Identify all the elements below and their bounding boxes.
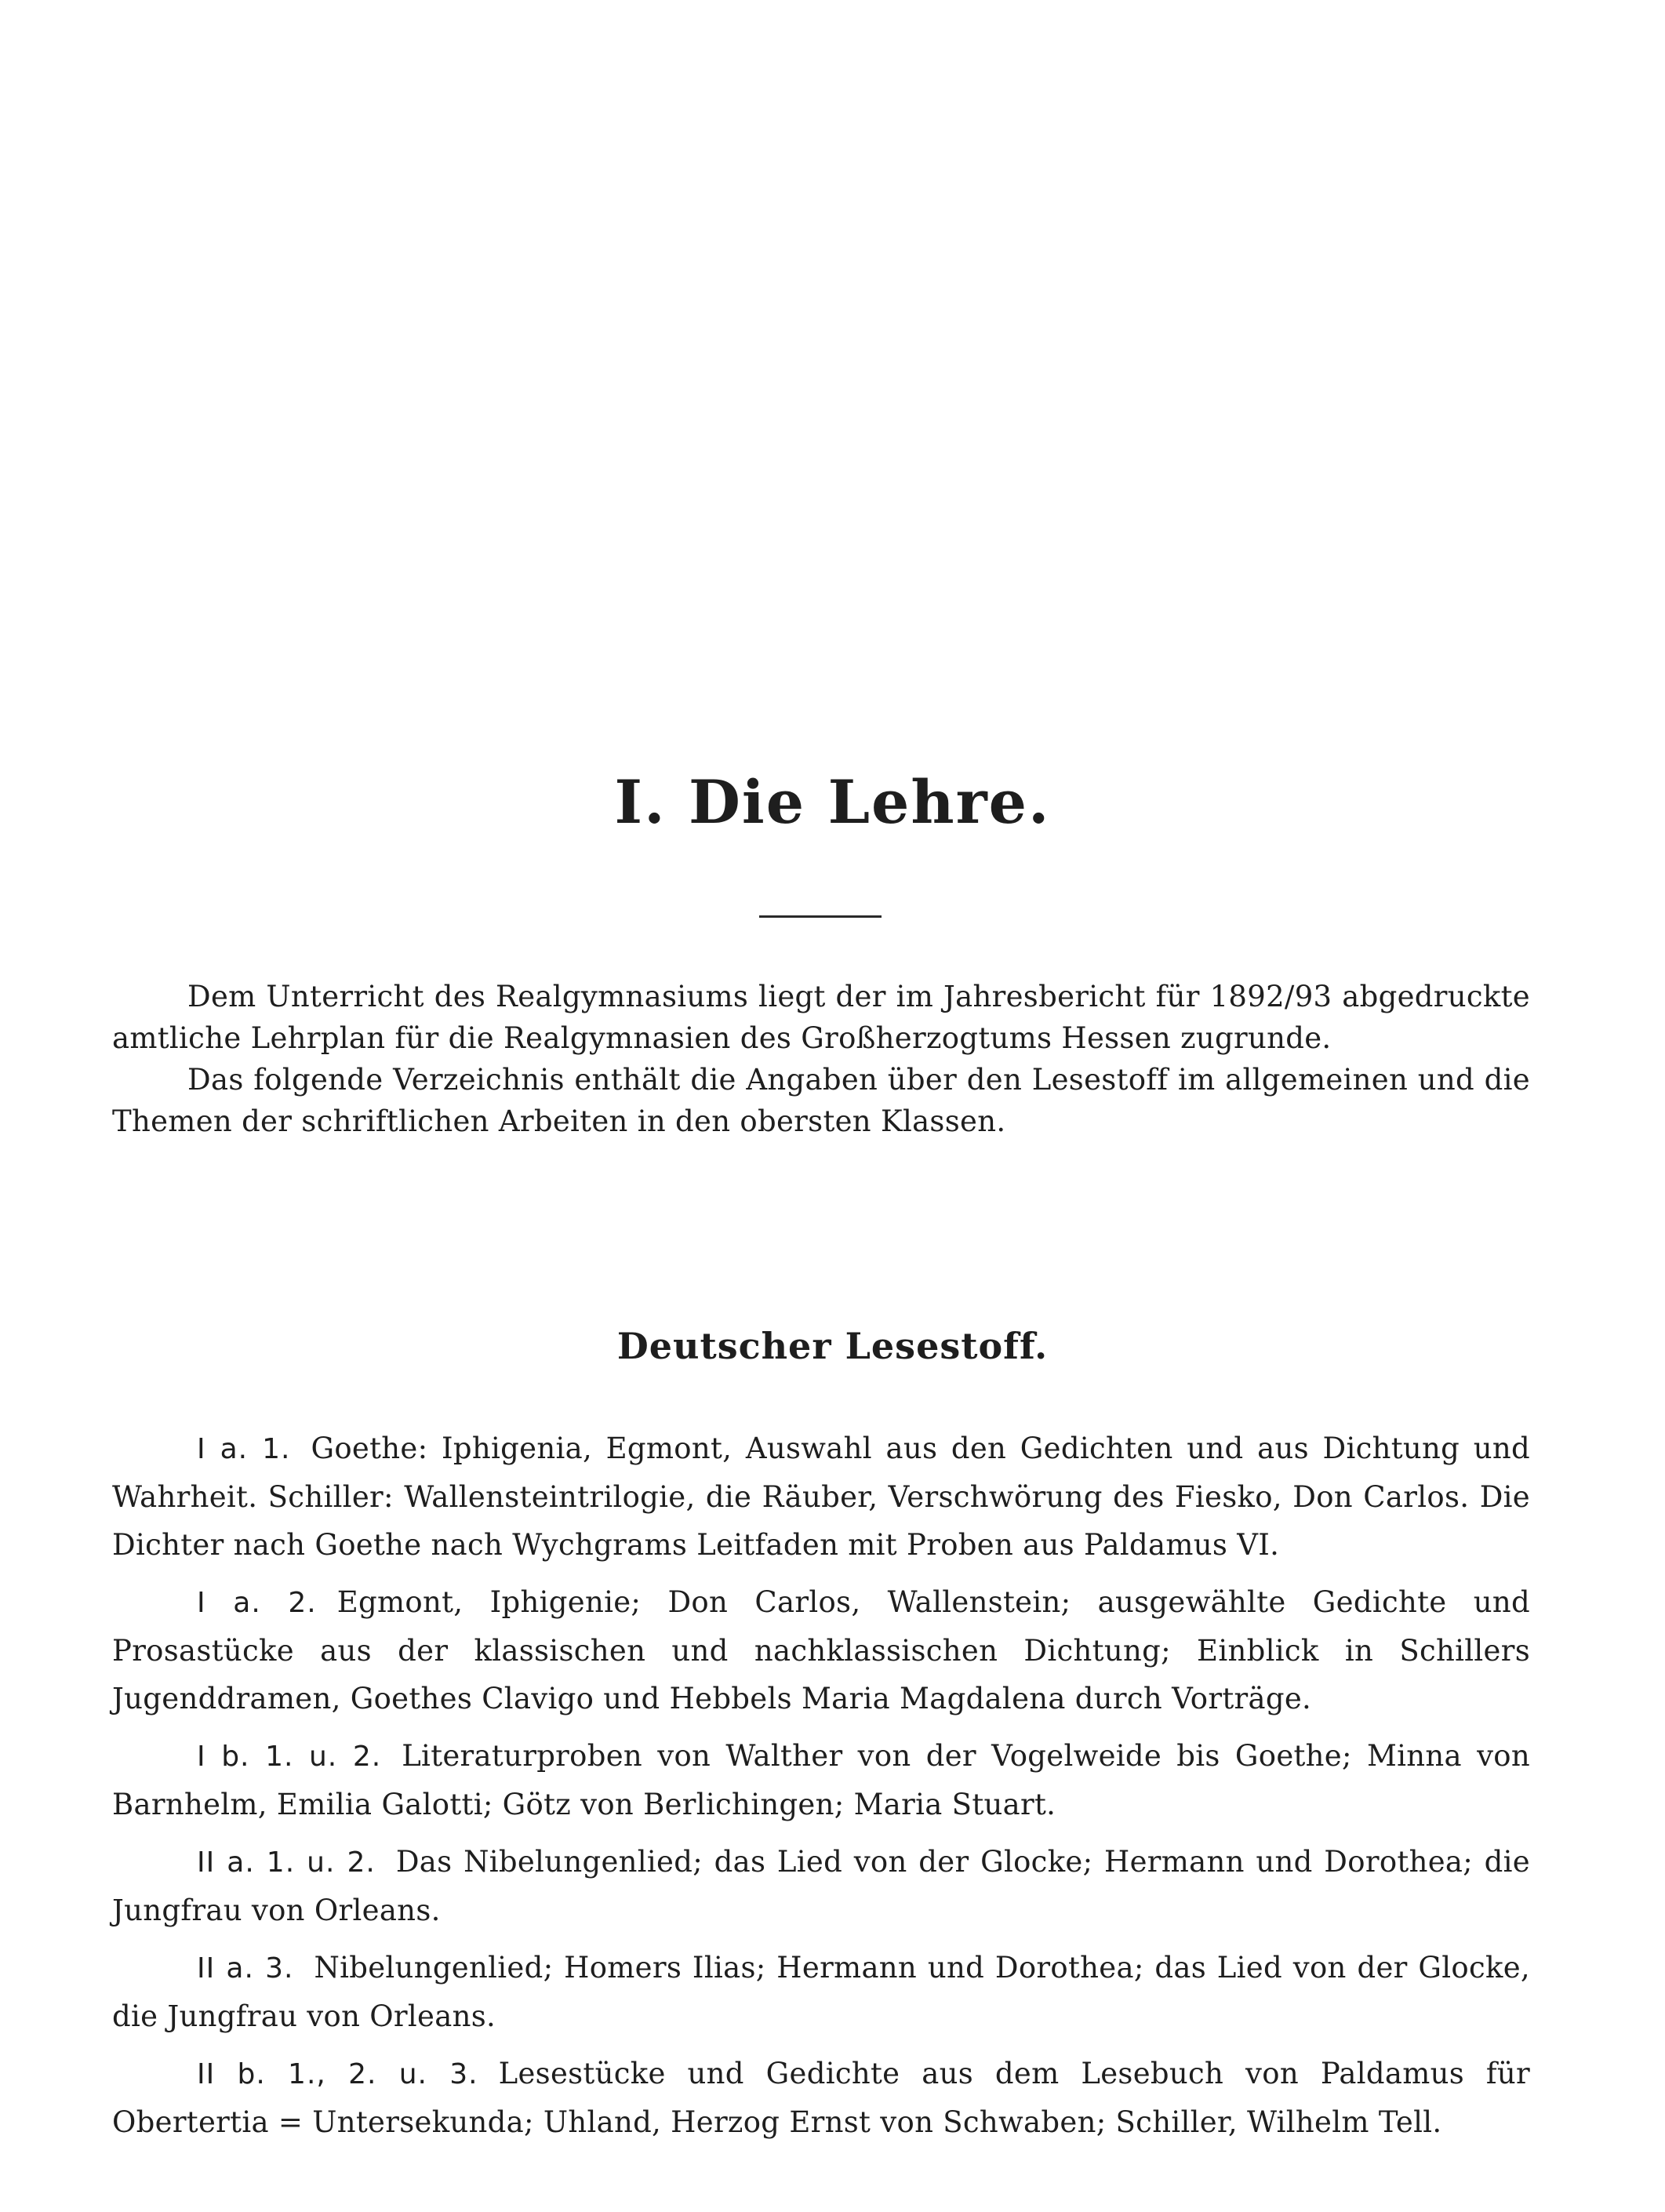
list-item: [112, 1424, 1530, 1569]
title-divider: [759, 915, 882, 918]
entry-label: II a. 1. u. 2.: [197, 1846, 376, 1879]
entry-text: Literaturproben von Walther von der Vogelweide bis Goethe; Minna von Barnhelm, Emilia Galotti; Götz von Berlichingen; Maria Stuart.: [112, 1739, 1531, 1821]
entry-label: I a. 2.: [197, 1587, 317, 1619]
entry-text: Egmont, Iphigenie; Don Carlos, Wallenstein; ausgewählte Gedichte und Prosastücke aus der klassischen und nachklassischen Dichtung; Einblick in Schillers Jugenddramen, Goethes Clavigo und Hebbels Maria Magdalena durch Vorträge.: [112, 1585, 1530, 1715]
list-item: [112, 1944, 1530, 2040]
entry-label: II a. 3.: [197, 1952, 294, 1985]
entry-text: Das Nibelungenlied; das Lied von der Glocke; Hermann und Dorothea; die Jungfrau von Orleans.: [112, 1845, 1530, 1927]
entry-label: I a. 1.: [197, 1433, 291, 1465]
intro-paragraph: Dem Unterricht des Realgymnasiums liegt der im Jahresbericht für 1892/93 abgedruckte amtliche Lehrplan für die Realgymnasien des Großherzogtums Hessen zugrunde.: [112, 980, 1530, 1055]
entry-text: Lesestücke und Gedichte aus dem Lesebuch von Paldamus für Obertertia = Untersekunda; Uhland, Herzog Ernst von Schwaben; Schiller, Wilhelm Tell.: [112, 2057, 1530, 2139]
entry-label: I b. 1. u. 2.: [197, 1741, 382, 1773]
list-item: [112, 2050, 1530, 2146]
reading-list: [112, 1424, 1530, 2156]
intro-text: [112, 976, 1530, 1142]
intro-paragraph: Das folgende Verzeichnis enthält die Angaben über den Lesestoff im allgemeinen und die Themen der schriftlichen Arbeiten in den obersten Klassen.: [112, 1063, 1530, 1138]
entry-text: Goethe: Iphigenia, Egmont, Auswahl aus den Gedichten und aus Dichtung und Wahrheit. Schiller: Wallensteintrilogie, die Räuber, Verschwörung des Fiesko, Don Carlos. Die Dichter nach Goethe nach Wychgrams Leitfaden mit Proben aus Paldamus VI.: [112, 1432, 1530, 1562]
list-item: [112, 1838, 1530, 1934]
list-item: [112, 1732, 1530, 1828]
entry-label: II b. 1., 2. u. 3.: [197, 2058, 478, 2090]
list-item: [112, 1578, 1530, 1723]
entry-text: Nibelungenlied; Homers Ilias; Hermann und Dorothea; das Lied von der Glocke, die Jungfrau von Orleans.: [112, 1951, 1530, 2033]
section-heading: Deutscher Lesestoff.: [616, 1325, 1049, 1367]
page-title: I. Die Lehre.: [614, 767, 1051, 837]
